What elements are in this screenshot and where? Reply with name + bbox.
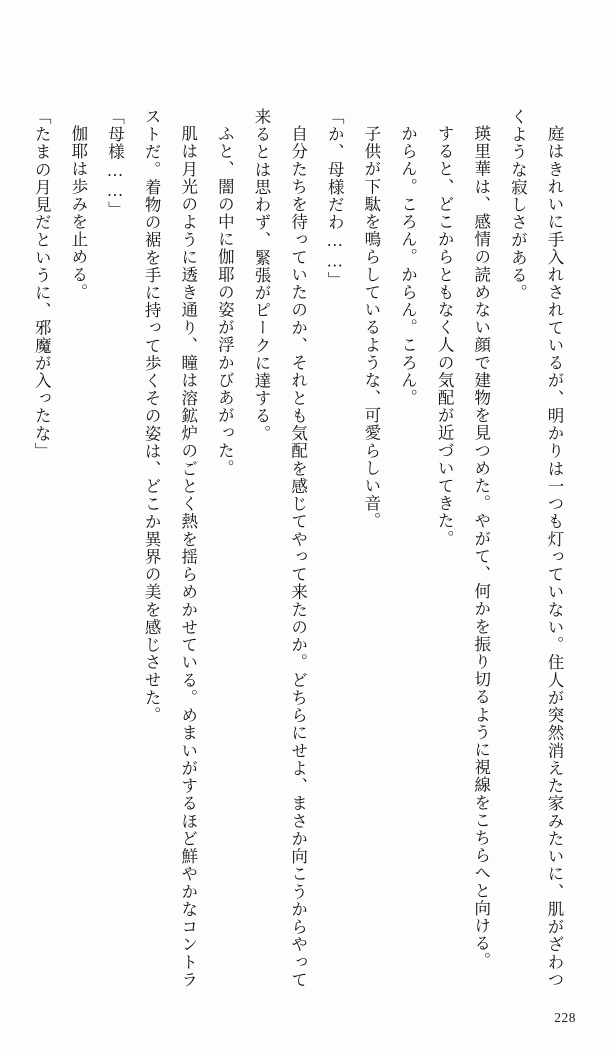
paragraph: 自分たちを待っていたのか、それとも気配を感じてやって来たのか。どちらにせよ、まさか向こうからやって来るとは思わず、緊張がピークに達する。	[252, 108, 308, 988]
page-number: 228	[554, 1010, 576, 1025]
paragraph: 庭はきれいに手入れされているが、明かりは一つも灯っていない。住人が突然消えた家みたいに、肌がざわつくような寂しさがある。	[508, 108, 564, 988]
paragraph: 瑛里華は、感情の読めない顔で建物を見つめた。やがて、何かを振り切るように視線をこちらへと向ける。	[471, 124, 491, 970]
paragraph: 肌は月光のように透き通り、瞳は溶鉱炉のごとく熱を揺らめかせている。めまいがするほど鮮やかなコントラストだ。着物の裾を手に持って歩くその姿は、どこか異界の美を感じさせた。	[142, 108, 198, 988]
paragraph: 子供が下駄を鳴らしているような、可愛らしい音。	[361, 124, 381, 530]
vertical-text-body	[32, 108, 572, 988]
paragraph: すると、どこからともなく人の気配が近づいてきた。	[435, 124, 455, 547]
dialogue-line: 「母様……」	[105, 108, 125, 219]
dialogue-line: 「か、母様だわ……」	[325, 108, 345, 289]
paragraph: からん。ころん。からん。ころん。	[398, 124, 418, 407]
paragraph: 伽耶は歩みを止める。	[68, 124, 88, 301]
paragraph: ふと、闇の中に伽耶の姿が浮かびあがった。	[215, 124, 235, 477]
dialogue-line: 「たまの月見だというに、邪魔が入ったな」	[32, 108, 52, 460]
